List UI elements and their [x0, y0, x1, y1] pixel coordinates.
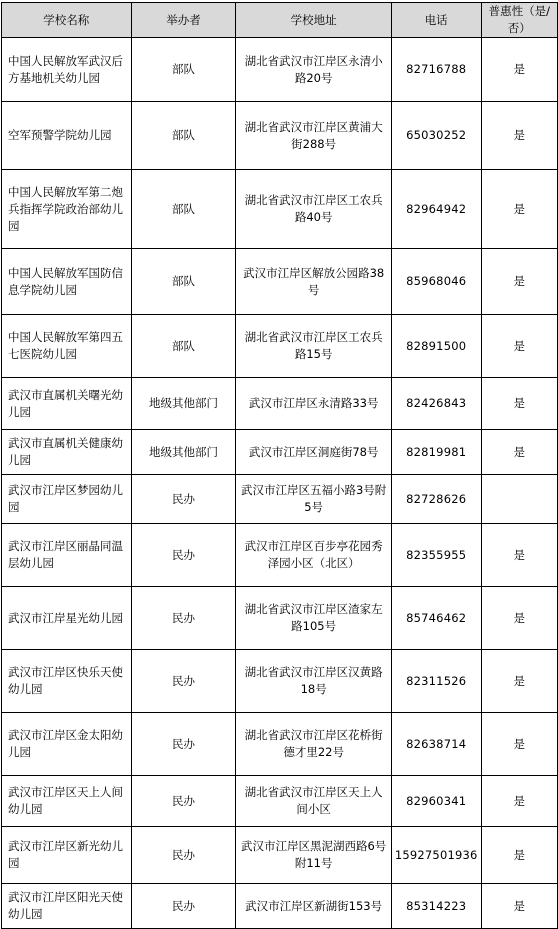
table-row	[2, 378, 558, 430]
puhui-cell: 是	[481, 827, 557, 884]
table-row	[2, 475, 558, 524]
address-cell: 湖北省武汉市江岸区黄浦大街288号	[236, 102, 391, 170]
address-cell: 湖北省武汉市江岸区渣家左路105号	[236, 587, 391, 650]
table-row	[2, 170, 558, 249]
address-cell: 武汉市江岸区新湖街153号	[236, 884, 391, 929]
school-name-cell: 武汉市江岸星光幼儿园	[2, 587, 132, 650]
table-row	[2, 102, 558, 170]
address-cell: 武汉市江岸区百步亭花园秀泽园小区（北区）	[236, 524, 391, 587]
organizer-cell: 地级其他部门	[131, 430, 236, 475]
header-organizer: 举办者	[131, 3, 236, 38]
phone-cell: 85968046	[391, 249, 481, 315]
organizer-cell: 部队	[131, 38, 236, 102]
puhui-cell: 是	[481, 430, 557, 475]
puhui-cell: 是	[481, 884, 557, 929]
phone-cell: 82819981	[391, 430, 481, 475]
phone-cell: 82716788	[391, 38, 481, 102]
puhui-cell	[481, 475, 557, 524]
phone-cell: 65030252	[391, 102, 481, 170]
organizer-cell: 部队	[131, 315, 236, 378]
address-cell: 湖北省武汉市江岸区汉黄路18号	[236, 650, 391, 713]
organizer-cell: 民办	[131, 475, 236, 524]
school-name-cell: 武汉市直属机关曙光幼儿园	[2, 378, 132, 430]
school-name-cell: 武汉市直属机关健康幼儿园	[2, 430, 132, 475]
phone-cell: 82638714	[391, 713, 481, 776]
puhui-cell: 是	[481, 378, 557, 430]
table-row	[2, 650, 558, 713]
organizer-cell: 民办	[131, 524, 236, 587]
school-name-cell: 中国人民解放军武汉后方基地机关幼儿园	[2, 38, 132, 102]
header-puhui: 普惠性（是/否）	[481, 3, 557, 38]
phone-cell: 82426843	[391, 378, 481, 430]
school-name-cell: 中国人民解放军第二炮兵指挥学院政治部幼儿园	[2, 170, 132, 249]
organizer-cell: 民办	[131, 884, 236, 929]
puhui-cell: 是	[481, 650, 557, 713]
puhui-cell: 是	[481, 776, 557, 827]
school-name-cell: 中国人民解放军国防信息学院幼儿园	[2, 249, 132, 315]
table-row	[2, 249, 558, 315]
organizer-cell: 民办	[131, 713, 236, 776]
school-name-cell: 武汉市江岸区快乐天使幼儿园	[2, 650, 132, 713]
puhui-cell: 是	[481, 713, 557, 776]
table-row	[2, 587, 558, 650]
puhui-cell: 是	[481, 587, 557, 650]
table-row	[2, 713, 558, 776]
school-name-cell: 武汉市江岸区丽晶同温层幼儿园	[2, 524, 132, 587]
header-school-name: 学校名称	[2, 3, 132, 38]
phone-cell: 15927501936	[391, 827, 481, 884]
school-name-cell: 武汉市江岸区阳光天使幼儿园	[2, 884, 132, 929]
address-cell: 武汉市江岸区永清路33号	[236, 378, 391, 430]
puhui-cell: 是	[481, 170, 557, 249]
phone-cell: 82355955	[391, 524, 481, 587]
organizer-cell: 民办	[131, 776, 236, 827]
puhui-cell: 是	[481, 315, 557, 378]
phone-cell: 82728626	[391, 475, 481, 524]
table-row	[2, 524, 558, 587]
puhui-cell: 是	[481, 102, 557, 170]
puhui-cell: 是	[481, 249, 557, 315]
address-cell: 湖北省武汉市江岸区永清小路20号	[236, 38, 391, 102]
table-row	[2, 884, 558, 929]
address-cell: 湖北省武汉市江岸区工农兵路15号	[236, 315, 391, 378]
table-row	[2, 430, 558, 475]
kindergarten-table	[1, 2, 558, 929]
organizer-cell: 民办	[131, 650, 236, 713]
phone-cell: 85746462	[391, 587, 481, 650]
organizer-cell: 地级其他部门	[131, 378, 236, 430]
phone-cell: 85314223	[391, 884, 481, 929]
table-row	[2, 38, 558, 102]
school-name-cell: 武汉市江岸区新光幼儿园	[2, 827, 132, 884]
organizer-cell: 部队	[131, 170, 236, 249]
address-cell: 湖北省武汉市江岸区花桥街德才里22号	[236, 713, 391, 776]
address-cell: 武汉市江岸区黑泥湖西路6号附11号	[236, 827, 391, 884]
address-cell: 湖北省武汉市江岸区天上人间小区	[236, 776, 391, 827]
header-phone: 电话	[391, 3, 481, 38]
table-row	[2, 776, 558, 827]
school-name-cell: 中国人民解放军第四五七医院幼儿园	[2, 315, 132, 378]
phone-cell: 82891500	[391, 315, 481, 378]
address-cell: 武汉市江岸区五福小路3号附5号	[236, 475, 391, 524]
table-row	[2, 827, 558, 884]
phone-cell: 82311526	[391, 650, 481, 713]
puhui-cell: 是	[481, 38, 557, 102]
phone-cell: 82964942	[391, 170, 481, 249]
address-cell: 武汉市江岸区洞庭街78号	[236, 430, 391, 475]
organizer-cell: 民办	[131, 587, 236, 650]
organizer-cell: 部队	[131, 102, 236, 170]
table-row	[2, 315, 558, 378]
school-name-cell: 空军预警学院幼儿园	[2, 102, 132, 170]
address-cell: 武汉市江岸区解放公园路38号	[236, 249, 391, 315]
school-name-cell: 武汉市江岸区梦园幼儿园	[2, 475, 132, 524]
puhui-cell: 是	[481, 524, 557, 587]
organizer-cell: 民办	[131, 827, 236, 884]
school-name-cell: 武汉市江岸区金太阳幼儿园	[2, 713, 132, 776]
school-name-cell: 武汉市江岸区天上人间幼儿园	[2, 776, 132, 827]
organizer-cell: 部队	[131, 249, 236, 315]
address-cell: 湖北省武汉市江岸区工农兵路40号	[236, 170, 391, 249]
phone-cell: 82960341	[391, 776, 481, 827]
header-address: 学校地址	[236, 3, 391, 38]
table-header-row	[2, 3, 558, 38]
